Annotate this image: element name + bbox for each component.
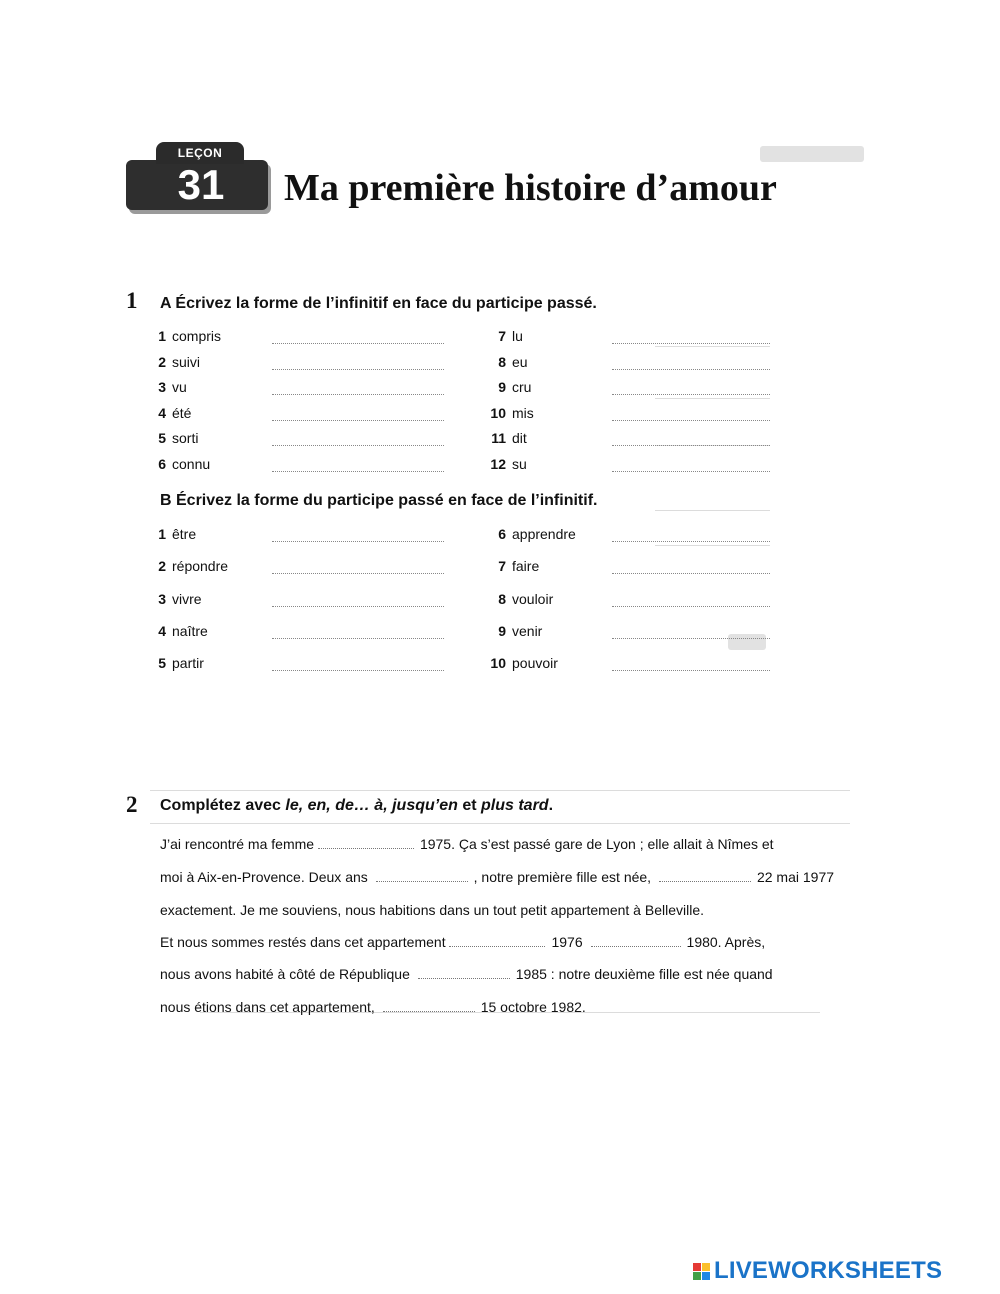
item-number: 2 bbox=[158, 558, 166, 575]
answer-blank-1[interactable] bbox=[318, 838, 414, 849]
exercise-item bbox=[150, 655, 204, 671]
text-fragment: 1980. Après, bbox=[686, 934, 766, 950]
ghost-line bbox=[655, 346, 770, 347]
item-word: venir bbox=[512, 622, 543, 639]
item-number: 8 bbox=[498, 353, 506, 370]
lesson-label: LEÇON bbox=[156, 142, 244, 164]
item-word: compris bbox=[172, 328, 222, 344]
item-number: 5 bbox=[158, 430, 166, 446]
answer-line[interactable] bbox=[612, 471, 770, 472]
item-word: su bbox=[512, 455, 527, 472]
answer-line[interactable] bbox=[272, 369, 444, 370]
ghost-badge bbox=[760, 146, 864, 162]
text-fragment: nous étions dans cet appartement, bbox=[160, 999, 379, 1015]
item-number: 7 bbox=[498, 328, 506, 344]
answer-blank-4[interactable] bbox=[449, 936, 545, 947]
item-word: naître bbox=[172, 622, 208, 639]
exercise-item bbox=[150, 623, 208, 639]
exercise-item bbox=[490, 354, 528, 370]
exercise-item bbox=[490, 430, 527, 446]
answer-blank-7[interactable] bbox=[383, 1001, 475, 1012]
answer-line[interactable] bbox=[272, 606, 444, 607]
paragraph-line-3 bbox=[160, 902, 704, 918]
answer-blank-6[interactable] bbox=[418, 968, 510, 979]
answer-line[interactable] bbox=[272, 541, 444, 542]
exercise-item bbox=[490, 456, 527, 472]
exercise-item bbox=[490, 405, 534, 421]
answer-line[interactable] bbox=[612, 541, 770, 542]
item-word: faire bbox=[512, 558, 540, 575]
ghost-line bbox=[150, 823, 850, 824]
exercise-2-number: 2 bbox=[126, 792, 138, 817]
item-word: pouvoir bbox=[512, 655, 558, 672]
text-fragment: 1976 bbox=[551, 934, 587, 950]
exercise-1a-instruction: A Écrivez la forme de l’infinitif en face du participe passé. bbox=[160, 295, 597, 312]
liveworksheets-logo[interactable] bbox=[693, 1257, 942, 1285]
exercise-2-instruction-suffix: . bbox=[548, 797, 554, 814]
exercise-2-instruction-mid: et bbox=[457, 797, 481, 814]
answer-line[interactable] bbox=[272, 394, 444, 395]
text-fragment: exactement. Je me souviens, nous habitions dans un tout petit appartement à Belleville. bbox=[160, 902, 704, 918]
item-word: connu bbox=[172, 455, 211, 472]
answer-line[interactable] bbox=[272, 573, 444, 574]
logo-squares-icon bbox=[693, 1263, 710, 1280]
exercise-item bbox=[150, 405, 191, 421]
exercise-2-instruction-words: le, en, de… à, jusqu’en bbox=[285, 797, 458, 814]
item-number: 5 bbox=[158, 655, 166, 672]
exercise-item bbox=[490, 558, 539, 574]
answer-line[interactable] bbox=[612, 445, 770, 446]
answer-blank-2[interactable] bbox=[376, 871, 468, 882]
item-word: vouloir bbox=[512, 590, 554, 607]
exercise-item bbox=[490, 655, 558, 671]
ghost-badge bbox=[728, 634, 766, 650]
item-number: 3 bbox=[158, 379, 166, 395]
text-fragment: 1975. Ça s’est passé gare de Lyon ; elle allait à Nîmes et bbox=[419, 836, 774, 852]
answer-line[interactable] bbox=[612, 343, 770, 344]
ghost-line bbox=[655, 398, 770, 399]
text-fragment: nous avons habité à côté de République bbox=[160, 966, 414, 982]
exercise-item bbox=[150, 379, 187, 395]
item-word: répondre bbox=[172, 558, 229, 575]
answer-blank-3[interactable] bbox=[659, 871, 751, 882]
exercise-1b-instruction: B Écrivez la forme du participe passé en face de l’infinitif. bbox=[160, 492, 598, 509]
item-word: sorti bbox=[172, 430, 199, 446]
text-fragment: Et nous sommes restés dans cet appartement bbox=[160, 934, 450, 950]
logo-square bbox=[702, 1263, 710, 1271]
answer-line[interactable] bbox=[612, 606, 770, 607]
answer-line[interactable] bbox=[612, 670, 770, 671]
lesson-number: 31 bbox=[177, 161, 225, 208]
item-word: dit bbox=[512, 430, 527, 446]
item-number: 1 bbox=[158, 526, 166, 542]
exercise-2-instruction-words-2: plus tard bbox=[481, 797, 549, 814]
exercise-item bbox=[490, 623, 542, 639]
text-fragment: 1985 : notre deuxième fille est née quand bbox=[515, 966, 773, 982]
item-number: 12 bbox=[490, 455, 506, 472]
exercise-2-instruction bbox=[160, 797, 553, 815]
item-number: 8 bbox=[498, 590, 506, 607]
text-fragment: 15 octobre 1982. bbox=[480, 999, 586, 1015]
answer-line[interactable] bbox=[272, 638, 444, 639]
item-number: 6 bbox=[158, 455, 166, 472]
exercise-item bbox=[490, 591, 553, 607]
exercise-2-instruction-prefix: Complétez avec bbox=[160, 797, 286, 814]
text-fragment: 22 mai 1977 bbox=[756, 869, 835, 885]
logo-square bbox=[693, 1263, 701, 1271]
text-fragment: , notre première fille est née, bbox=[473, 869, 655, 885]
item-number: 11 bbox=[491, 430, 506, 446]
item-number: 1 bbox=[158, 328, 166, 344]
lesson-badge bbox=[126, 142, 271, 212]
item-number: 7 bbox=[498, 558, 506, 575]
exercise-item bbox=[150, 456, 210, 472]
page-title: Ma première histoire d’amour bbox=[284, 167, 777, 209]
exercise-item bbox=[490, 379, 531, 395]
item-word: partir bbox=[172, 655, 204, 672]
item-number: 6 bbox=[498, 526, 506, 542]
answer-line[interactable] bbox=[272, 420, 444, 421]
item-number: 9 bbox=[498, 379, 506, 395]
item-word: vu bbox=[172, 379, 187, 395]
exercise-item bbox=[150, 558, 228, 574]
item-word: vivre bbox=[172, 590, 202, 607]
item-number: 4 bbox=[158, 404, 166, 421]
item-word: lu bbox=[512, 328, 523, 344]
paragraph-line-5 bbox=[160, 966, 773, 982]
item-number: 10 bbox=[490, 404, 506, 421]
exercise-1-number: 1 bbox=[126, 288, 138, 313]
item-number: 2 bbox=[158, 353, 166, 370]
exercise-item bbox=[150, 591, 202, 607]
logo-square bbox=[702, 1272, 710, 1280]
answer-line[interactable] bbox=[612, 394, 770, 395]
paragraph-line-1 bbox=[160, 836, 774, 852]
answer-line[interactable] bbox=[272, 670, 444, 671]
paragraph-line-4 bbox=[160, 934, 765, 950]
answer-line[interactable] bbox=[612, 369, 770, 370]
item-word: être bbox=[172, 526, 197, 542]
exercise-item bbox=[150, 526, 196, 542]
logo-text: LIVEWORKSHEETS bbox=[714, 1257, 943, 1284]
exercise-item bbox=[490, 526, 576, 542]
item-word: apprendre bbox=[512, 526, 576, 542]
paragraph-line-6 bbox=[160, 999, 586, 1015]
exercise-item bbox=[490, 328, 523, 344]
ghost-line bbox=[150, 790, 850, 791]
answer-line[interactable] bbox=[612, 638, 770, 639]
answer-line[interactable] bbox=[272, 471, 444, 472]
exercise-item bbox=[150, 430, 198, 446]
item-word: mis bbox=[512, 404, 534, 421]
item-number: 3 bbox=[158, 590, 166, 607]
paragraph-line-2 bbox=[160, 869, 834, 885]
ghost-line bbox=[655, 545, 770, 546]
text-fragment: J’ai rencontré ma femme bbox=[160, 836, 318, 852]
answer-line[interactable] bbox=[612, 573, 770, 574]
answer-blank-5[interactable] bbox=[591, 936, 681, 947]
item-number: 9 bbox=[498, 622, 506, 639]
exercise-item bbox=[150, 328, 221, 344]
answer-line[interactable] bbox=[272, 343, 444, 344]
item-word: suivi bbox=[172, 353, 201, 370]
answer-line[interactable] bbox=[272, 445, 444, 446]
item-word: eu bbox=[512, 353, 528, 370]
ghost-line bbox=[655, 510, 770, 511]
text-fragment: moi à Aix-en-Provence. Deux ans bbox=[160, 869, 372, 885]
item-word: été bbox=[172, 404, 192, 421]
logo-square bbox=[693, 1272, 701, 1280]
item-word: cru bbox=[512, 379, 532, 395]
item-number: 10 bbox=[490, 655, 506, 672]
item-number: 4 bbox=[158, 622, 166, 639]
exercise-item bbox=[150, 354, 200, 370]
answer-line[interactable] bbox=[612, 420, 770, 421]
